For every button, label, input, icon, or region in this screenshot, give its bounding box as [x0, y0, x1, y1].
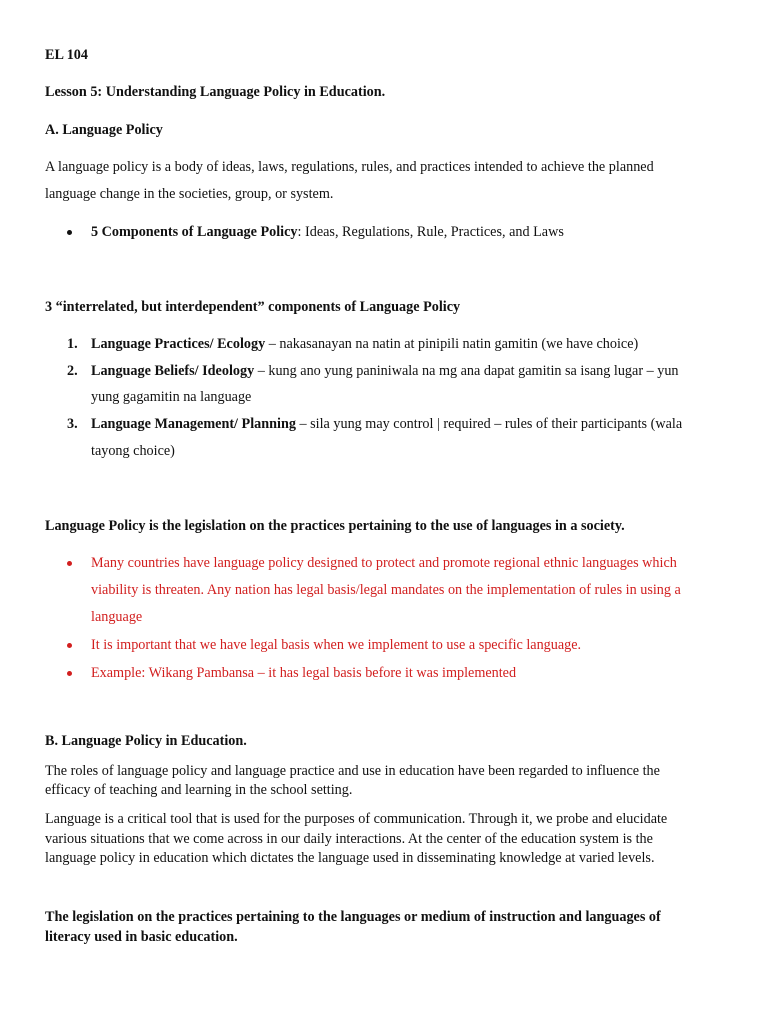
definition-line-1: A language policy is a body of ideas, laws, regulations, rules, and practices intended to achieve the planned — [45, 159, 654, 175]
red-bullet-line: viability is threaten. Any nation has legal basis/legal mandates on the implementation of rules in using a — [91, 582, 681, 598]
closing-line: The legislation on the practices pertaining to the languages or medium of instruction and languages of — [45, 909, 661, 925]
bullet-icon — [67, 230, 72, 235]
red-bullet-line: Many countries have language policy designed to protect and promote regional ethnic languages which — [91, 555, 677, 571]
closing-line: literacy used in basic education. — [45, 929, 238, 945]
bullet-icon — [67, 561, 72, 566]
red-bullet-line: Example: Wikang Pambansa – it has legal basis before it was implemented — [91, 665, 517, 681]
list-item-text: – kung ano yung paniniwala na mg ana dapat gamitin sa isang lugar – yun — [254, 363, 679, 379]
lesson-title: Lesson 5: Understanding Language Policy in Education. — [45, 84, 386, 100]
list-item-practices — [91, 336, 638, 353]
list-item-label: Language Practices/ Ecology — [91, 336, 266, 352]
list-item-management — [91, 416, 682, 433]
list-number: 2. — [67, 363, 78, 379]
course-code: EL 104 — [45, 47, 88, 63]
section-b-heading: B. Language Policy in Education. — [45, 733, 247, 749]
list-item-continuation: yung gagamitin na language — [91, 389, 252, 405]
list-item-continuation: tayong choice) — [91, 443, 175, 459]
legislation-heading: Language Policy is the legislation on the practices pertaining to the use of languages in a society. — [45, 518, 625, 534]
paragraph-line: efficacy of teaching and learning in the school setting. — [45, 782, 353, 798]
components-text: : Ideas, Regulations, Rule, Practices, and Laws — [297, 224, 564, 240]
bullet-icon — [67, 671, 72, 676]
list-number: 3. — [67, 416, 78, 432]
list-item-text: – nakasanayan na natin at pinipili natin gamitin (we have choice) — [265, 336, 639, 352]
paragraph-line: language policy in education which dictates the language used in disseminating knowledge at varied levels. — [45, 850, 655, 866]
list-item-text: – sila yung may control | required – rules of their participants (wala — [295, 416, 683, 432]
paragraph-line: various situations that we come across in our daily interactions. At the center of the education system is the — [45, 831, 653, 847]
interrelated-heading: 3 “interrelated, but interdependent” components of Language Policy — [45, 299, 461, 315]
red-bullet-line: language — [91, 609, 143, 625]
section-a-heading: A. Language Policy — [45, 122, 163, 138]
list-number: 1. — [67, 336, 78, 352]
components-label: 5 Components of Language Policy — [91, 224, 298, 240]
list-item-label: Language Management/ Planning — [91, 416, 296, 432]
red-bullet-line: It is important that we have legal basis when we implement to use a specific language. — [91, 637, 582, 653]
definition-line-2: language change in the societies, group, or system. — [45, 186, 334, 202]
list-item-label: Language Beliefs/ Ideology — [91, 363, 255, 379]
bullet-icon — [67, 643, 72, 648]
paragraph-line: Language is a critical tool that is used for the purposes of communication. Through it, we probe and elucidate — [45, 811, 668, 827]
components-bullet — [91, 224, 564, 241]
paragraph-line: The roles of language policy and language practice and use in education have been regarded to influence the — [45, 763, 660, 779]
list-item-beliefs — [91, 363, 679, 380]
